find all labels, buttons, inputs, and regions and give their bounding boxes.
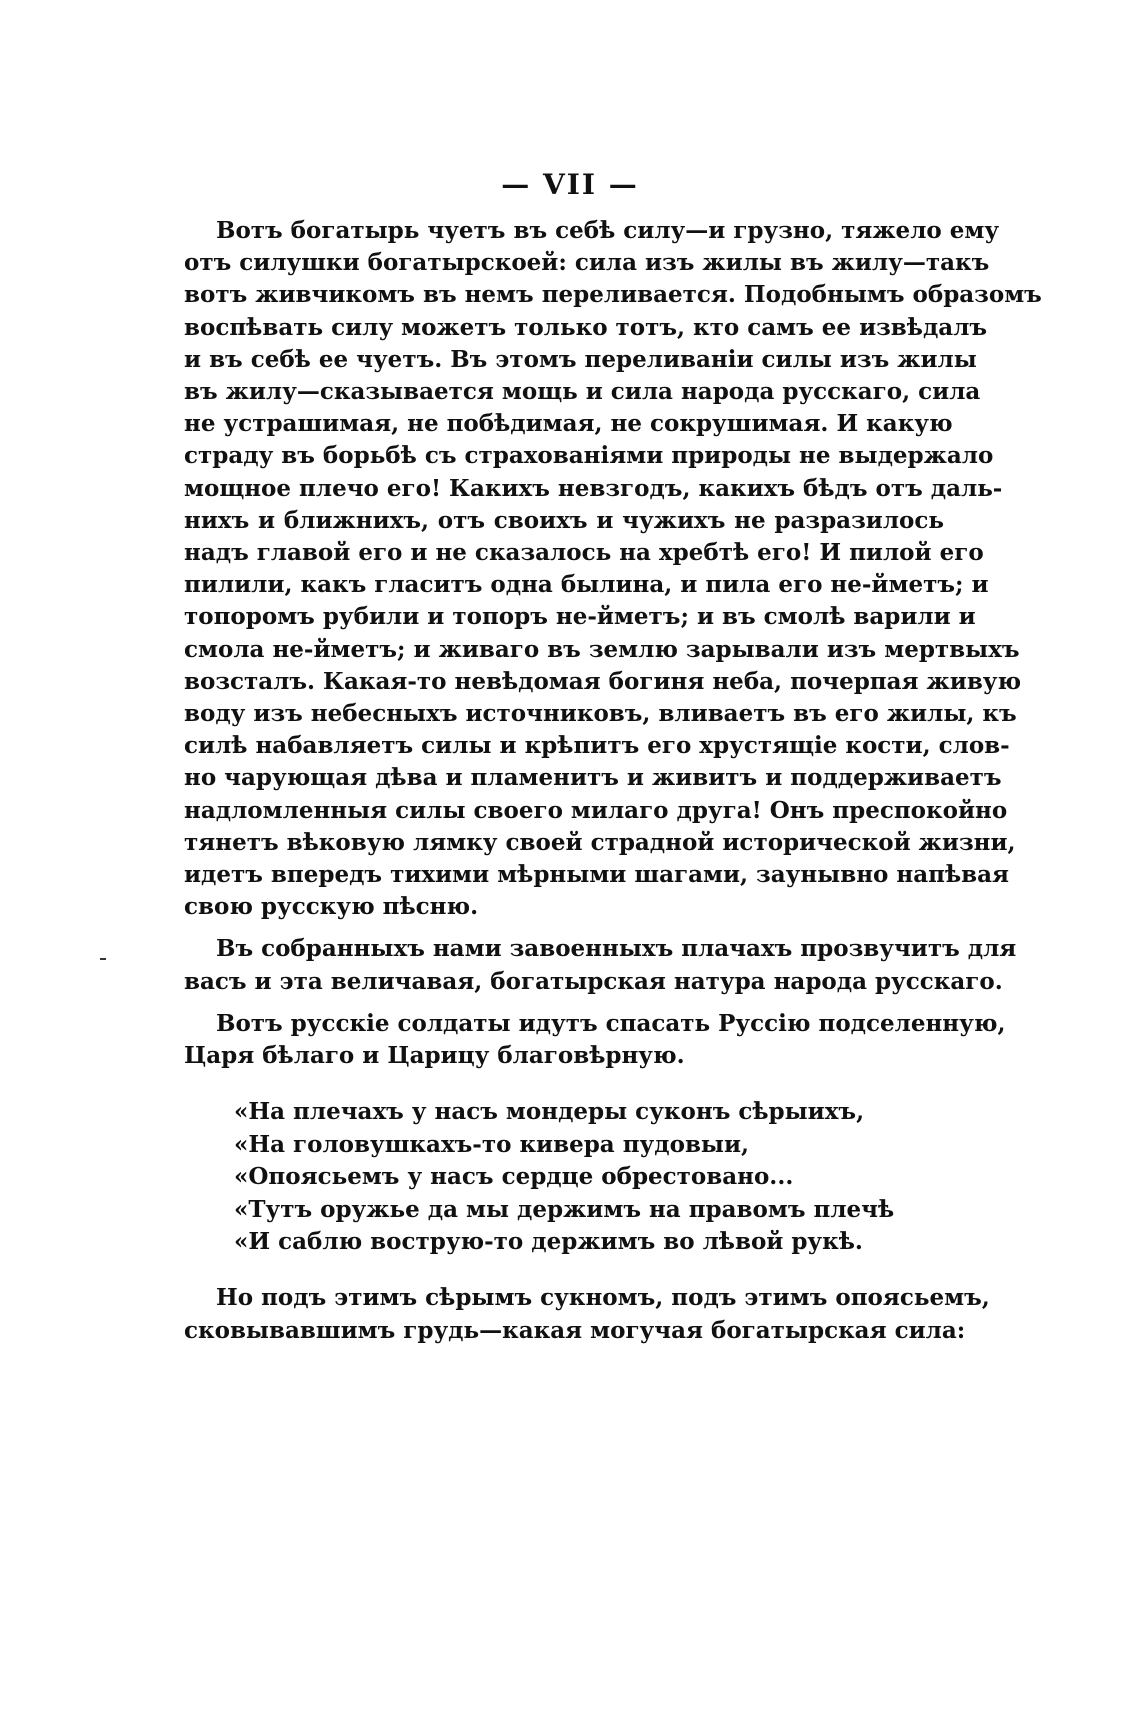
text-line: Вотъ русскіе солдаты идутъ спасать Руссію подселенную,	[216, 1009, 1006, 1037]
verse-quote	[234, 1096, 944, 1258]
text-line: свою русскую пѣсню.	[184, 893, 479, 921]
text-line: пилили, какъ гласитъ одна былина, и пила его не-йметъ; и	[184, 571, 989, 599]
text-line: отъ силушки богатырскоей: сила изъ жилы въ жилу—такъ	[184, 249, 990, 277]
verse-line: «Опоясьемъ у насъ сердце обрестовано...	[234, 1163, 794, 1191]
paragraph-1	[184, 215, 1042, 923]
text-line: тянетъ вѣковую лямку своей страдной исторической жизни,	[184, 828, 1016, 856]
text-line: страду въ борьбѣ съ страхованіями природы не выдержало	[184, 442, 994, 470]
text-line: въ жилу—сказывается мощь и сила народа русскаго, сила	[184, 378, 981, 406]
text-line: идетъ впередъ тихими мѣрными шагами, заунывно напѣвая	[184, 861, 1010, 889]
text-line: не устрашимая, не побѣдимая, не сокрушимая. И какую	[184, 410, 953, 438]
text-line: надломленныя силы своего милаго друга! Онъ преспокойно	[184, 796, 1008, 824]
text-line: возсталъ. Какая-то невѣдомая богиня неба, почерпая живую	[184, 667, 1022, 695]
verse-line: «На плечахъ у насъ мондеры суконъ сѣрыихъ,	[234, 1098, 865, 1126]
text-line: и въ себѣ ее чуетъ. Въ этомъ переливаніи силы изъ жилы	[184, 345, 977, 373]
text-line: Въ собранныхъ нами завоенныхъ плачахъ прозвучитъ для	[216, 935, 1017, 963]
text-line: васъ и эта величавая, богатырская натура народа русскаго.	[184, 967, 1003, 995]
print-speck	[100, 958, 106, 960]
page-number: — VII —	[501, 168, 639, 201]
text-line: Царя бѣлаго и Царицу благовѣрную.	[184, 1042, 685, 1070]
text-line: вотъ живчикомъ въ немъ переливается. Подобнымъ образомъ	[184, 281, 1042, 309]
text-line: мощное плечо его! Какихъ невзгодъ, какихъ бѣдъ отъ даль-	[184, 474, 1003, 502]
text-line: смола не-йметъ; и живаго въ землю зарывали изъ мертвыхъ	[184, 635, 1020, 663]
body-text	[184, 215, 1042, 1347]
verse-line: «Тутъ оружье да мы держимъ на правомъ плечѣ	[234, 1195, 895, 1223]
text-line: Вотъ богатырь чуетъ въ себѣ силу—и грузно, тяжело ему	[216, 217, 1000, 244]
verse-line: «На головушкахъ-то кивера пудовыи,	[234, 1130, 750, 1158]
text-line: Но подъ этимъ сѣрымъ сукномъ, подъ этимъ опоясьемъ,	[216, 1284, 990, 1312]
paragraph-2	[184, 933, 1017, 997]
text-line: надъ главой его и не сказалось на хребтѣ его! И пилой его	[184, 539, 984, 567]
text-line: воспѣвать силу можетъ только тотъ, кто самъ ее извѣдалъ	[184, 313, 988, 341]
text-line: нихъ и ближнихъ, отъ своихъ и чужихъ не разразилось	[184, 506, 944, 534]
text-line: воду изъ небесныхъ источниковъ, вливаетъ въ его жилы, къ	[184, 700, 1017, 728]
paragraph-3	[184, 1008, 1006, 1072]
text-line: но чарующая дѣва и пламенитъ и живитъ и поддерживаетъ	[184, 764, 1002, 792]
paragraph-4	[184, 1282, 990, 1346]
text-line: топоромъ рубили и топоръ не-йметъ; и въ смолѣ варили и	[184, 603, 976, 631]
text-line: силѣ набавляетъ силы и крѣпитъ его хрустящіе кости, слов-	[184, 732, 1010, 760]
text-line: сковывавшимъ грудь—какая могучая богатырская сила:	[184, 1316, 966, 1344]
verse-line: «И саблю вострую-то держимъ во лѣвой рукѣ.	[234, 1227, 863, 1255]
